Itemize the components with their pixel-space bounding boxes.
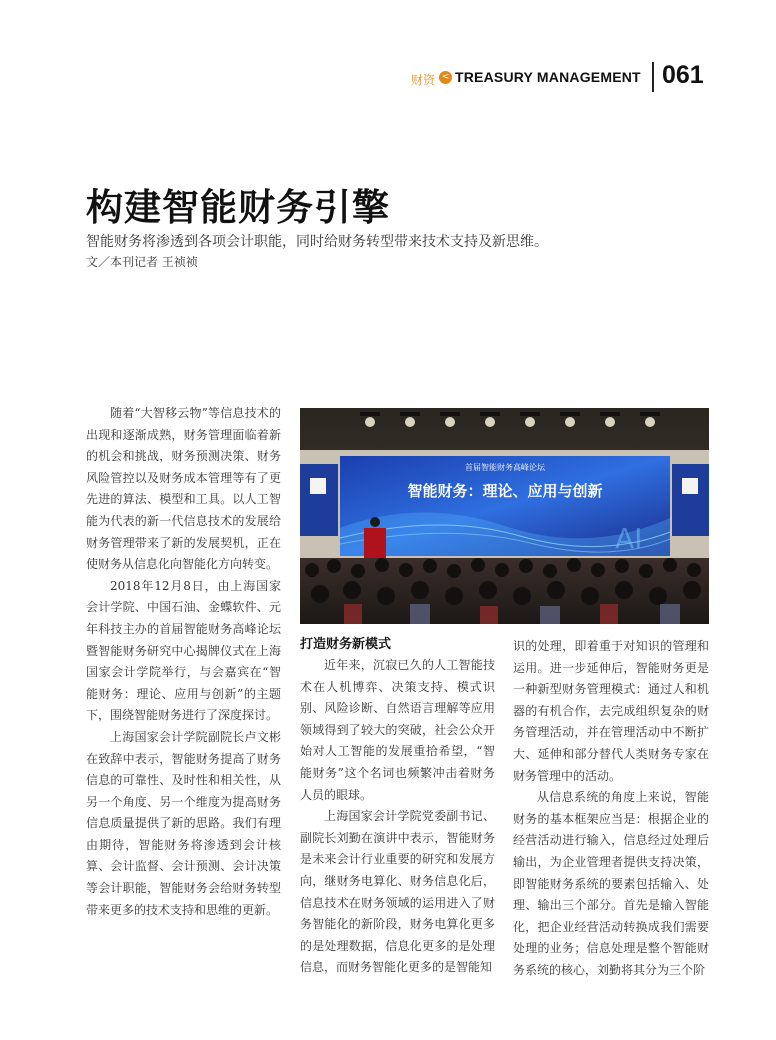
banner-ai-text: AI bbox=[615, 522, 643, 555]
running-header bbox=[0, 62, 776, 96]
chevron-left-icon: < bbox=[439, 71, 452, 84]
banner-subtitle: 首届智能财务高峰论坛 bbox=[465, 463, 545, 472]
body-column-3 bbox=[513, 636, 709, 982]
paragraph: 2018年12月8日，由上海国家会计学院、中国石油、金蝶软件、元年科技主办的首届智能财务高峰论坛暨智能财务研究中心揭牌仪式在上海国家会计学院举行，与会嘉宾在“智能财务：理论、应用与创新”的主题下，围绕智能财务进行了深度探讨。 bbox=[86, 578, 281, 723]
body-column-1 bbox=[86, 403, 281, 921]
paragraph: 近年来，沉寂已久的人工智能技术在人机博弈、决策支持、模式识别、风险诊断、自然语言理解等应用领域得到了较大的突破，社会公众开始对人工智能的发展重拾希望，“智能财务”这个名词也频繁冲击着财务人员的眼球。 bbox=[300, 658, 495, 802]
body-column-2 bbox=[300, 655, 495, 979]
paragraph: 上海国家会计学院副院长卢文彬在致辞中表示，智能财务提高了财务信息的可靠性、及时性和相关性，从另一个角度、另一个维度为提高财务信息质量提供了新的思路。我们有理由期待，智能财务将渗透到会计核算、会计监督、会计预测、会计决策等会计职能，智能财务会给财务转型带来更多的技术支持和思维的更新。 bbox=[86, 729, 281, 917]
paragraph-continuation: 识的处理，即着重于对知识的管理和运用。进一步延伸后，智能财务更是一种新型财务管理模式：通过人和机器的有机合作，去完成组织复杂的财务管理活动，并在管理活动中不断扩大、延伸和部分替代人类财务专家在财务管理中的活动。 bbox=[513, 639, 709, 783]
header-divider bbox=[652, 62, 654, 92]
section-heading: 打造财务新模式 bbox=[300, 637, 392, 652]
article-subtitle: 智能财务将渗透到各项会计职能，同时给财务转型带来技术支持及新思维。 bbox=[86, 234, 548, 250]
page-number: 061 bbox=[662, 61, 704, 89]
conference-photo bbox=[300, 408, 709, 624]
paragraph: 上海国家会计学院党委副书记、副院长刘勤在演讲中表示，智能财务是未来会计行业重要的研究和发展方向，继财务电算化、财务信息化后，信息技术在财务领域的运用进入了财务智能化的新阶段，财务电算化更多的是处理数据，信息化更多的是处理信息，而财务智能化更多的是智能知 bbox=[300, 809, 495, 975]
section-label: 财资 bbox=[411, 73, 436, 87]
paragraph: 随着“大智移云物”等信息技术的出现和逐渐成熟，财务管理面临着新的机会和挑战，财务预测决策、财务风险管控以及财务成本管理等有了更先进的算法、模型和工具。以人工智能为代表的新一代信息技术的发展给财务管理带来了新的发展契机，正在使财务从信息化向智能化方向转变。 bbox=[86, 406, 281, 572]
banner-title: 智能财务：理论、应用与创新 bbox=[407, 482, 603, 500]
article-byline: 文／本刊记者 王祯祯 bbox=[86, 255, 198, 269]
paragraph: 从信息系统的角度上来说，智能财务的基本框架应当是：根据企业的经营活动进行输入，信息经过处理后输出，为企业管理者提供支持决策，即智能财务系统的要素包括输入、处理、输出三个部分。首先是输入智能化，把企业经营活动转换成我们需要处理的业务；信息处理是整个智能财务系统的核心，刘勤将其分为三个阶 bbox=[513, 790, 709, 977]
section-title: TREASURY MANAGEMENT bbox=[455, 69, 641, 85]
article-title: 构建智能财务引擎 bbox=[86, 186, 390, 229]
